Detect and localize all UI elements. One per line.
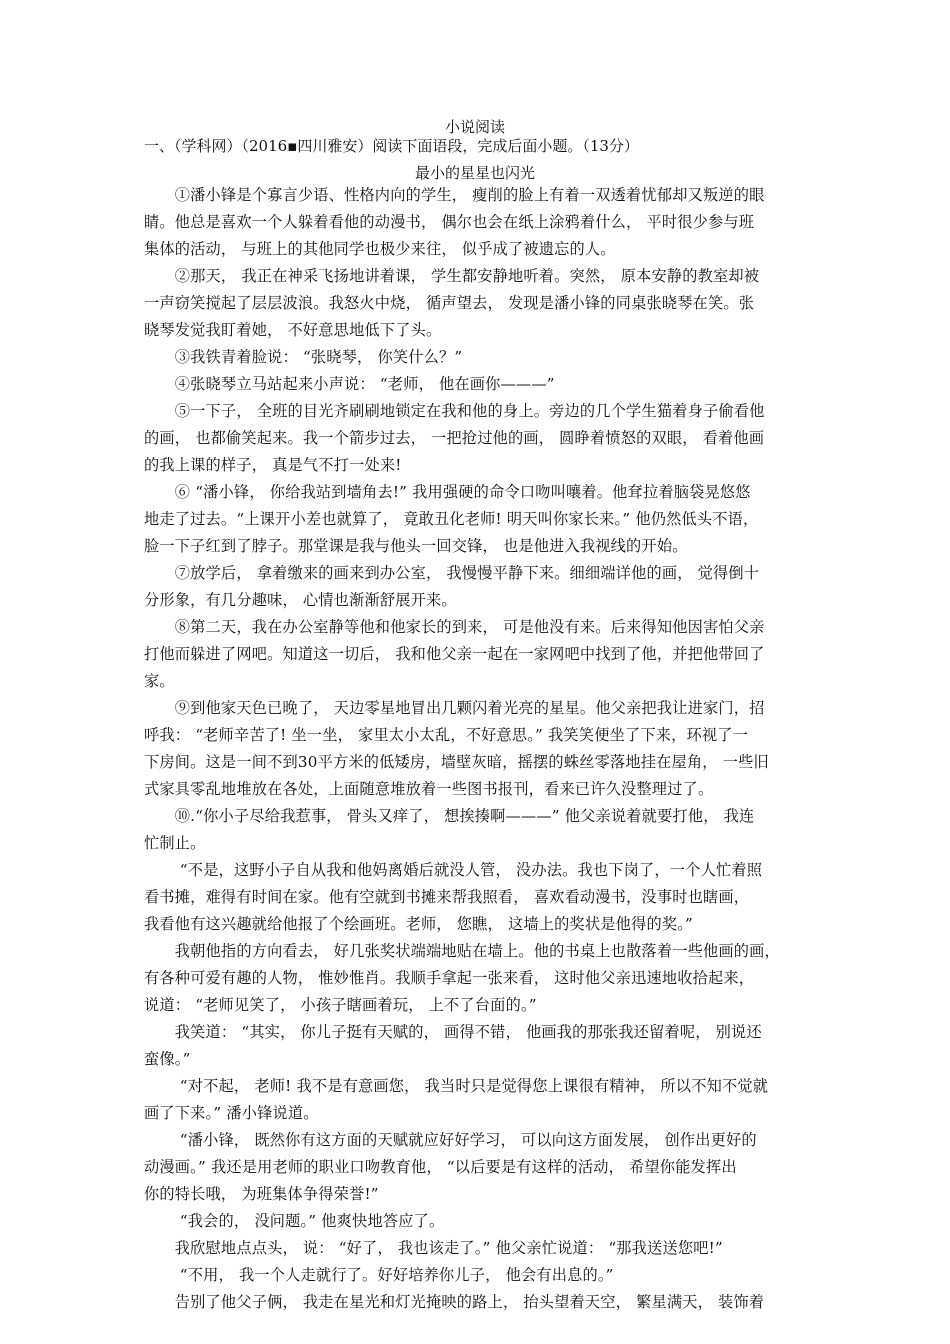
paragraph-line: 我朝他指的方向看去， 好几张奖状端端地贴在墙上。他的书桌上也散落着一些他画的画， bbox=[144, 942, 780, 960]
paragraph-line: 告别了他父子俩， 我走在星光和灯光掩映的路上， 抬头望着天空， 繁星满天， 装饰着 bbox=[144, 1293, 765, 1311]
paragraph-line: 我欣慰地点点头， 说： “好了， 我也该走了。” 他父亲忙说道： “那我送送您吧!” bbox=[144, 1239, 723, 1257]
paragraph bbox=[144, 1127, 824, 1208]
paragraph-line: ⑤一下子， 全班的目光齐刷刷地锁定在我和他的身上。旁边的几个学生猫着身子偷看他 bbox=[144, 402, 765, 420]
paragraph-line: 画了下来。” 潘小锋说道。 bbox=[144, 1104, 319, 1122]
paragraph bbox=[144, 479, 824, 560]
paragraph-line: 我看他有这兴趣就给他报了个绘画班。老师， 您瞧， 这墙上的奖状是他得的奖。” bbox=[144, 915, 693, 933]
paragraph-line: 一声窃笑搅起了层层波浪。我怒火中烧， 循声望去， 发现是潘小锋的同桌张晓琴在笑。张 bbox=[144, 294, 755, 312]
paragraph-line: ⑧第二天，我在办公室静等他和他家长的到来， 可是他没有来。后来得知他因害怕父亲 bbox=[144, 618, 765, 636]
paragraph-line: 晓琴发觉我盯着她， 不好意思地低下了头。 bbox=[144, 321, 442, 339]
paragraph bbox=[144, 371, 824, 398]
paragraph-line: ③我铁青着脸说： “张晓琴， 你笑什么？” bbox=[144, 348, 463, 366]
document-title: 小说阅读 bbox=[444, 118, 505, 136]
paragraph bbox=[144, 263, 824, 344]
paragraph-line: ④张晓琴立马站起来小声说： “老师， 他在画你———” bbox=[144, 375, 555, 393]
paragraph-line: 呼我： “老师辛苦了! 坐一坐， 家里太小太乱，不好意思。” 我笑笑便坐了下来，环视了一 bbox=[144, 726, 749, 744]
paragraph-line: 集体的活动， 与班上的其他同学也极少来往， 似乎成了被遗忘的人。 bbox=[144, 240, 616, 258]
paragraph bbox=[144, 344, 824, 371]
story-title: 最小的星星也闪光 bbox=[414, 164, 535, 182]
paragraph-line: 说道： “老师见笑了， 小孩子瞎画着玩， 上不了台面的。” bbox=[144, 996, 537, 1014]
paragraph-line: ⑨到他家天色已晚了， 天边零星地冒出几颗闪着光亮的星星。他父亲把我让进家门，招 bbox=[144, 699, 765, 717]
paragraph bbox=[144, 614, 824, 695]
paragraph-line: 的我上课的样子， 真是气不打一处来! bbox=[144, 456, 402, 474]
paragraph-line: ①潘小锋是个寡言少语、性格内向的学生， 瘦削的脸上有着一双透着忧郁却又叛逆的眼 bbox=[144, 186, 765, 204]
paragraph bbox=[144, 1235, 824, 1262]
paragraph bbox=[144, 398, 824, 479]
paragraph-line: “对不起， 老师! 我不是有意画您， 我当时只是觉得您上课很有精神， 所以不知不觉就 bbox=[144, 1077, 769, 1095]
paragraph-line: 你的特长哦， 为班集体争得荣誉!” bbox=[144, 1185, 379, 1203]
paragraph-line: 下房间。这是一间不到30平方米的低矮房，墙壁灰暗，摇摆的蛛丝零落地挂在屋角， 一些旧 bbox=[144, 753, 769, 771]
paragraph-line: 忙制止。 bbox=[144, 834, 206, 852]
paragraph-line: ⑦放学后， 拿着缴来的画来到办公室， 我慢慢平静下来。细细端详他的画， 觉得倒十 bbox=[144, 564, 760, 582]
paragraph-line: 有各种可爱有趣的人物， 惟妙惟肖。我顺手拿起一张来看， 这时他父亲迅速地收拾起来， bbox=[144, 969, 755, 987]
paragraph bbox=[144, 182, 824, 263]
paragraph-line: “不是，这野小子自从我和他妈离婚后就没人管， 没办法。我也下岗了，一个人忙着照 bbox=[144, 861, 763, 879]
paragraph bbox=[144, 695, 824, 803]
paragraph bbox=[144, 938, 824, 1019]
question-header: 一、（学科网）（2016▪四川雅安）阅读下面语段，完成后面小题。（13分） bbox=[144, 137, 639, 155]
paragraph-line: ⑩.“你小子尽给我惹事， 骨头又痒了， 想挨揍啊———” 他父亲说着就要打他， 我连 bbox=[144, 807, 755, 825]
paragraph-line: ⑥ “潘小锋， 你给我站到墙角去!” 我用强硬的命令口吻叫嚷着。他耷拉着脑袋晃悠悠 bbox=[144, 483, 751, 501]
paragraph-line: 家。 bbox=[144, 672, 175, 690]
paragraph-line: 动漫画。” 我还是用老师的职业口吻教育他， “以后要是有这样的活动， 希望你能发挥出 bbox=[144, 1158, 737, 1176]
paragraph-line: “潘小锋， 既然你有这方面的天赋就应好好学习， 可以向这方面发展， 创作出更好的 bbox=[144, 1131, 757, 1149]
paragraph-line: 脸一下子红到了脖子。那堂课是我与他头一回交锋， 也是他进入我视线的开始。 bbox=[144, 537, 688, 555]
paragraph bbox=[144, 1208, 824, 1235]
paragraph-line: 打他而躲进了网吧。知道这一切后， 我和他父亲一起在一家网吧中找到了他，并把他带回了 bbox=[144, 645, 765, 663]
paragraph-line: 的画， 也都偷笑起来。我一个箭步过去， 一把抢过他的画， 圆睁着愤怒的双眼， 看着他画 bbox=[144, 429, 765, 447]
paragraph-line: 睛。他总是喜欢一个人躲着看他的动漫书， 偶尔也会在纸上涂鸦着什么， 平时很少参与班 bbox=[144, 213, 755, 231]
paragraph-line: 地走了过去。“上课开小差也就算了， 竟敢丑化老师! 明天叫你家长来。” 他仍然低头不语， bbox=[144, 510, 759, 528]
paragraph bbox=[144, 560, 824, 614]
paragraph-line: 看书摊，难得有时间在家。他有空就到书摊来帮我照看， 喜欢看动漫书，没事时也瞎画， bbox=[144, 888, 750, 906]
paragraph-line: “不用， 我一个人走就行了。好好培养你儿子， 他会有出息的。” bbox=[144, 1266, 614, 1284]
paragraph-line: 蛮像。” bbox=[144, 1050, 191, 1068]
paragraph bbox=[144, 857, 824, 938]
paragraph bbox=[144, 1019, 824, 1073]
paragraph-line: ②那天， 我正在神采飞扬地讲着课， 学生都安静地听着。突然， 原本安静的教室却被 bbox=[144, 267, 760, 285]
paragraph bbox=[144, 1262, 824, 1289]
paragraph-line: 我笑道： “其实， 你儿子挺有天赋的， 画得不错， 他画我的那张我还留着呢， 别说还 bbox=[144, 1023, 762, 1041]
paragraph-line: “我会的， 没问题。” 他爽快地答应了。 bbox=[144, 1212, 445, 1230]
paragraph-line: 分形象，有几分趣味， 心情也渐渐舒展开来。 bbox=[144, 591, 457, 609]
paragraph bbox=[144, 1289, 824, 1316]
paragraph bbox=[144, 1073, 824, 1127]
paragraph bbox=[144, 803, 824, 857]
paragraph-line: 式家具零乱地堆放在各处，上面随意堆放着一些图书报刊，看来已许久没整理过了。 bbox=[144, 780, 714, 798]
